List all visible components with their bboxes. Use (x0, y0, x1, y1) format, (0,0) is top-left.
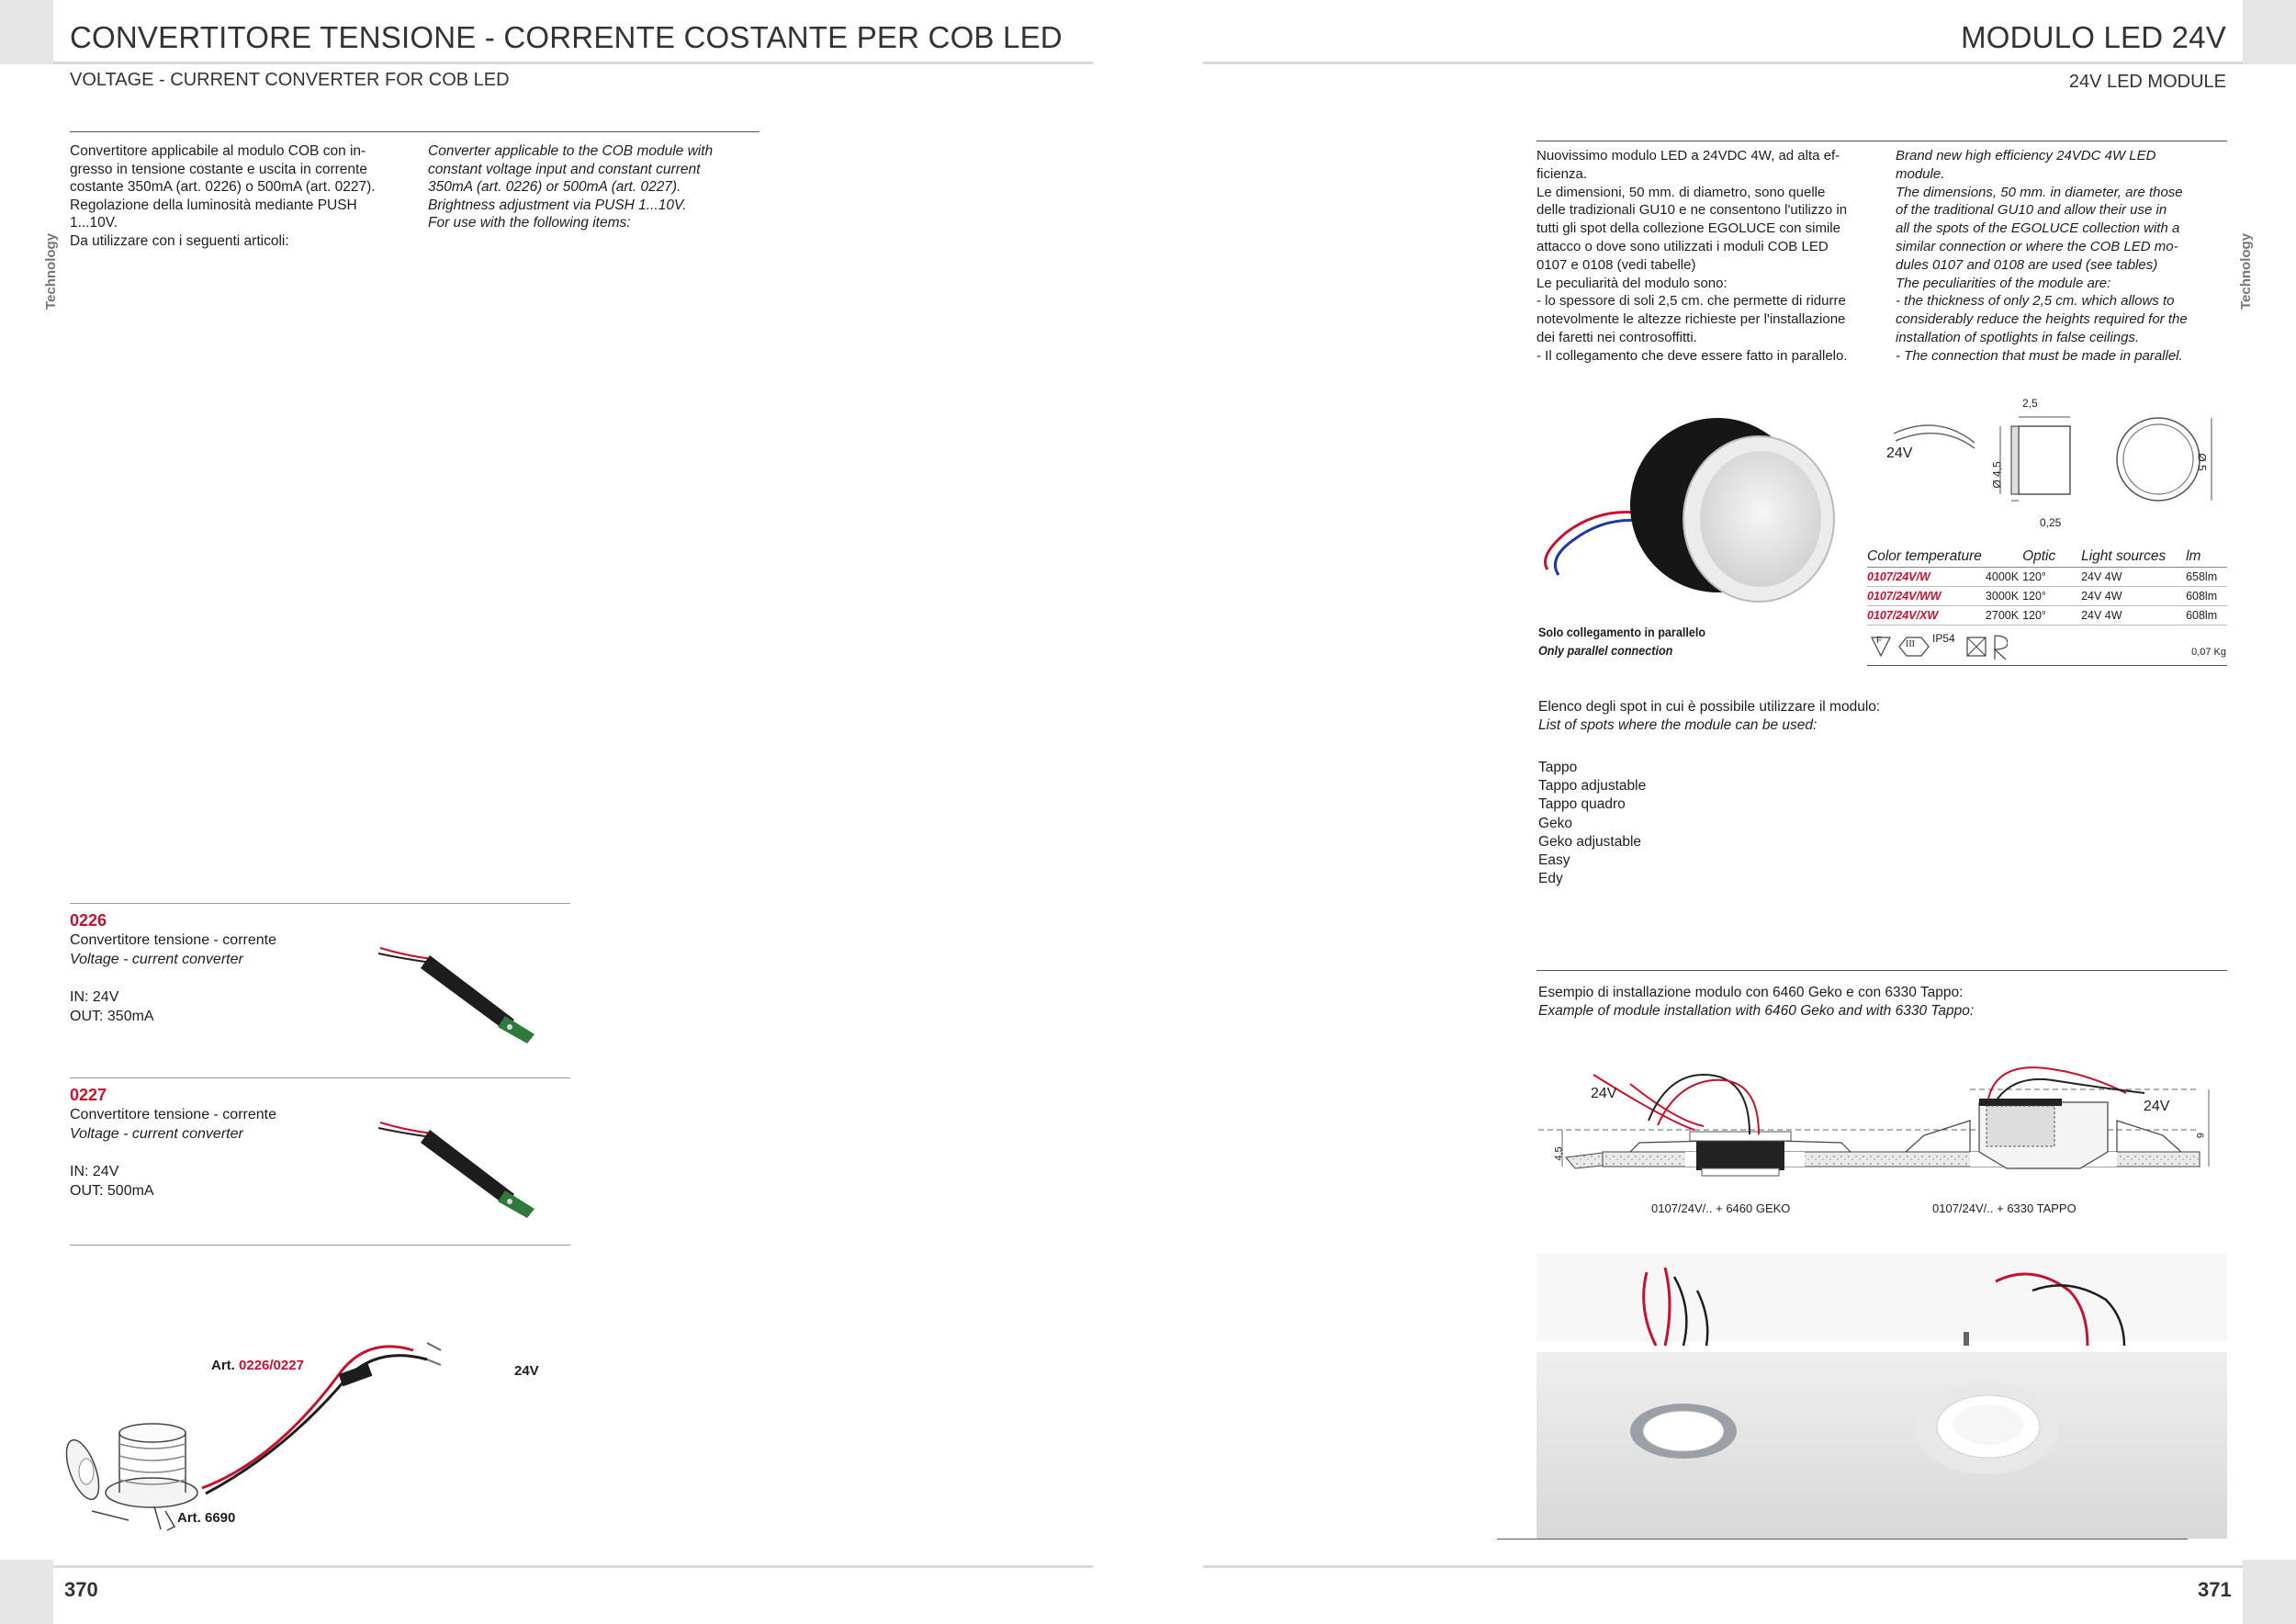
converter-0226-image (377, 928, 560, 1047)
product-code: 0227 (70, 1086, 107, 1104)
right-title-rule (1203, 62, 2243, 64)
spec-header-optic: Optic (2022, 547, 2081, 568)
led-module-photo (1529, 404, 1878, 625)
table-row: 0107/24V/WW 3000K 120° 24V 4W 608lm (1867, 587, 2227, 606)
product-code: 0226 (70, 911, 107, 930)
list-item: Edy (1538, 871, 1563, 887)
product-name-en: Voltage - current converter (70, 952, 243, 967)
dim-width: 2,5 (2022, 397, 2038, 410)
installation-diagram (1538, 1066, 2236, 1212)
dim-voltage: 24V (1886, 445, 1913, 461)
product-output: OUT: 500mA (70, 1183, 154, 1199)
left-intro-rule (70, 131, 760, 132)
dim-thickness: 0,25 (2040, 516, 2062, 529)
table-row: 0107/24V/XW 2700K 120° 24V 4W 608lm (1867, 606, 2227, 626)
install-height-right: 6 (2194, 1132, 2206, 1139)
diagram-voltage-label: 24V (514, 1363, 539, 1379)
right-page-number: 371 (2198, 1578, 2232, 1601)
ceiling-installation-photo (1536, 1254, 2227, 1539)
spec-bottom-rule (1867, 665, 2227, 666)
product-name-it: Convertitore tensione - corrente (70, 932, 276, 948)
right-desc-en: Brand new high efficiency 24VDC 4W LED module. The dimensions, 50 mm. in diameter, are those of the traditional GU10 and allow their use in all the spots of the EGOLUCE collection with a similar connection or where the COB LED mo- dules 0107 and 0108 are used (see tables) The peculiarities of the module are: - the thickness of only 2,5 cm. which allows to considerably reduce the heights required for the installation of spotlights in false ceilings. - The connection that must be made in parallel. (1896, 148, 2188, 364)
list-item: Tappo quadro (1538, 796, 1626, 813)
left-page-number: 370 (64, 1578, 98, 1601)
parallel-note-it: Solo collegamento in parallelo (1538, 625, 1706, 639)
product-output: OUT: 350mA (70, 1009, 154, 1024)
spec-table (1867, 547, 2227, 626)
product-0226 (70, 911, 400, 1026)
install-rule (1536, 970, 2227, 971)
left-footer-rule (53, 1565, 1093, 1568)
right-footer-tab (2243, 1560, 2296, 1624)
install-intro: Esempio di installazione modulo con 6460 Geko e con 6330 Tappo: Example of module installation with 6460 Geko and with 6330 Tappo: (1538, 985, 1975, 1019)
product-weight: 0,07 Kg (2191, 647, 2226, 658)
product-input: IN: 24V (70, 1164, 119, 1179)
cert-f-icon: F (1876, 636, 1883, 646)
spec-header-light: Light sources (2081, 547, 2186, 568)
list-item: Geko (1538, 815, 1573, 831)
right-footer-rule (1203, 1565, 2243, 1568)
parallel-note-en: Only parallel connection (1538, 643, 1673, 658)
connection-diagram (64, 1323, 579, 1543)
product-input: IN: 24V (70, 989, 119, 1005)
list-item: Tappo (1538, 760, 1578, 775)
left-intro-en: Converter applicable to the COB module with constant voltage input and constant current 350mA (art. 0226) or 500mA (art. 0227). Brightness adjustment via PUSH 1...10V. For use with the following items: (428, 143, 714, 231)
right-page-title: MODULO LED 24V (1961, 20, 2226, 54)
converter-0227-image (377, 1102, 560, 1222)
diagram-spot-label: Art. 6690 (177, 1510, 236, 1526)
left-page-subtitle: VOLTAGE - CURRENT CONVERTER FOR COB LED (70, 70, 510, 90)
spec-header-lm: lm (2186, 547, 2227, 568)
left-side-tab (0, 0, 53, 64)
right-side-tab (2243, 0, 2296, 64)
install-voltage-right: 24V (2144, 1099, 2170, 1114)
install-height-left: 4,5 (1553, 1146, 1565, 1161)
install-voltage-left: 24V (1591, 1086, 1617, 1101)
dim-diameter: Ø 5 (2195, 453, 2209, 471)
diagram-art-label: Art. 0226/0227 (211, 1358, 304, 1373)
install-caption-left: 0107/24V/.. + 6460 GEKO (1651, 1201, 1791, 1215)
product-name-en: Voltage - current converter (70, 1126, 243, 1142)
left-intro-it: Convertitore applicabile al modulo COB con in- gresso in tensione costante e uscita in corrente costante 350mA (art. 0226) o 500mA (art. 0227). Regolazione della luminosità mediante PUSH 1...10V. Da utilizzare con i seguenti articoli: (70, 143, 376, 249)
table-row: 0107/24V/W 4000K 120° 24V 4W 658lm (1867, 568, 2227, 587)
product-0227 (70, 1086, 400, 1201)
cert-iii-icon: III (1906, 639, 1915, 649)
product-name-it: Convertitore tensione - corrente (70, 1107, 276, 1122)
right-desc-it: Nuovissimo modulo LED a 24VDC 4W, ad alta ef- ficienza. Le dimensioni, 50 mm. di diametro, sono quelle delle tradizionali GU10 e ne consentono l'utilizzo in tutti gli spot della collezione EGOLUCE con simile attacco o dove sono utilizzati i moduli COB LED 0107 e 0108 (vedi tabelle) Le peculiarità del modulo sono: - lo spessore di soli 2,5 cm. che permette di ridurre notevolmente le altezze richieste per l'installazione dei faretti nei controsoffitti. - Il collegamento che deve essere fatto in parallelo. (1536, 148, 1848, 364)
list-item: Tappo adjustable (1538, 778, 1647, 795)
dim-height: Ø 4,5 (1990, 461, 2004, 489)
products-bottom-rule (70, 1245, 570, 1246)
install-caption-right: 0107/24V/.. + 6330 TAPPO (1932, 1201, 2077, 1215)
left-title-rule (53, 62, 1093, 64)
left-footer-tab (0, 1560, 53, 1624)
list-item: Easy (1538, 852, 1570, 869)
left-side-label: Technology (43, 232, 59, 310)
module-dimension-drawing (1883, 395, 2241, 533)
spots-list (1538, 759, 1646, 888)
ip-rating: IP54 (1932, 632, 1955, 645)
spec-header-row (1867, 547, 2227, 568)
right-page-subtitle: 24V LED MODULE (2068, 72, 2226, 92)
product-0227-rule (70, 1077, 570, 1078)
right-side-label: Technology (2238, 232, 2254, 310)
left-page-title: CONVERTITORE TENSIONE - CORRENTE COSTANTE PER COB LED (70, 20, 1063, 54)
spec-header-color: Color temperature (1867, 547, 1986, 568)
product-0226-rule (70, 903, 570, 904)
list-item: Geko adjustable (1538, 833, 1642, 850)
spots-intro: Elenco degli spot in cui è possibile utilizzare il modulo: List of spots where the module can be used: (1538, 699, 1881, 733)
